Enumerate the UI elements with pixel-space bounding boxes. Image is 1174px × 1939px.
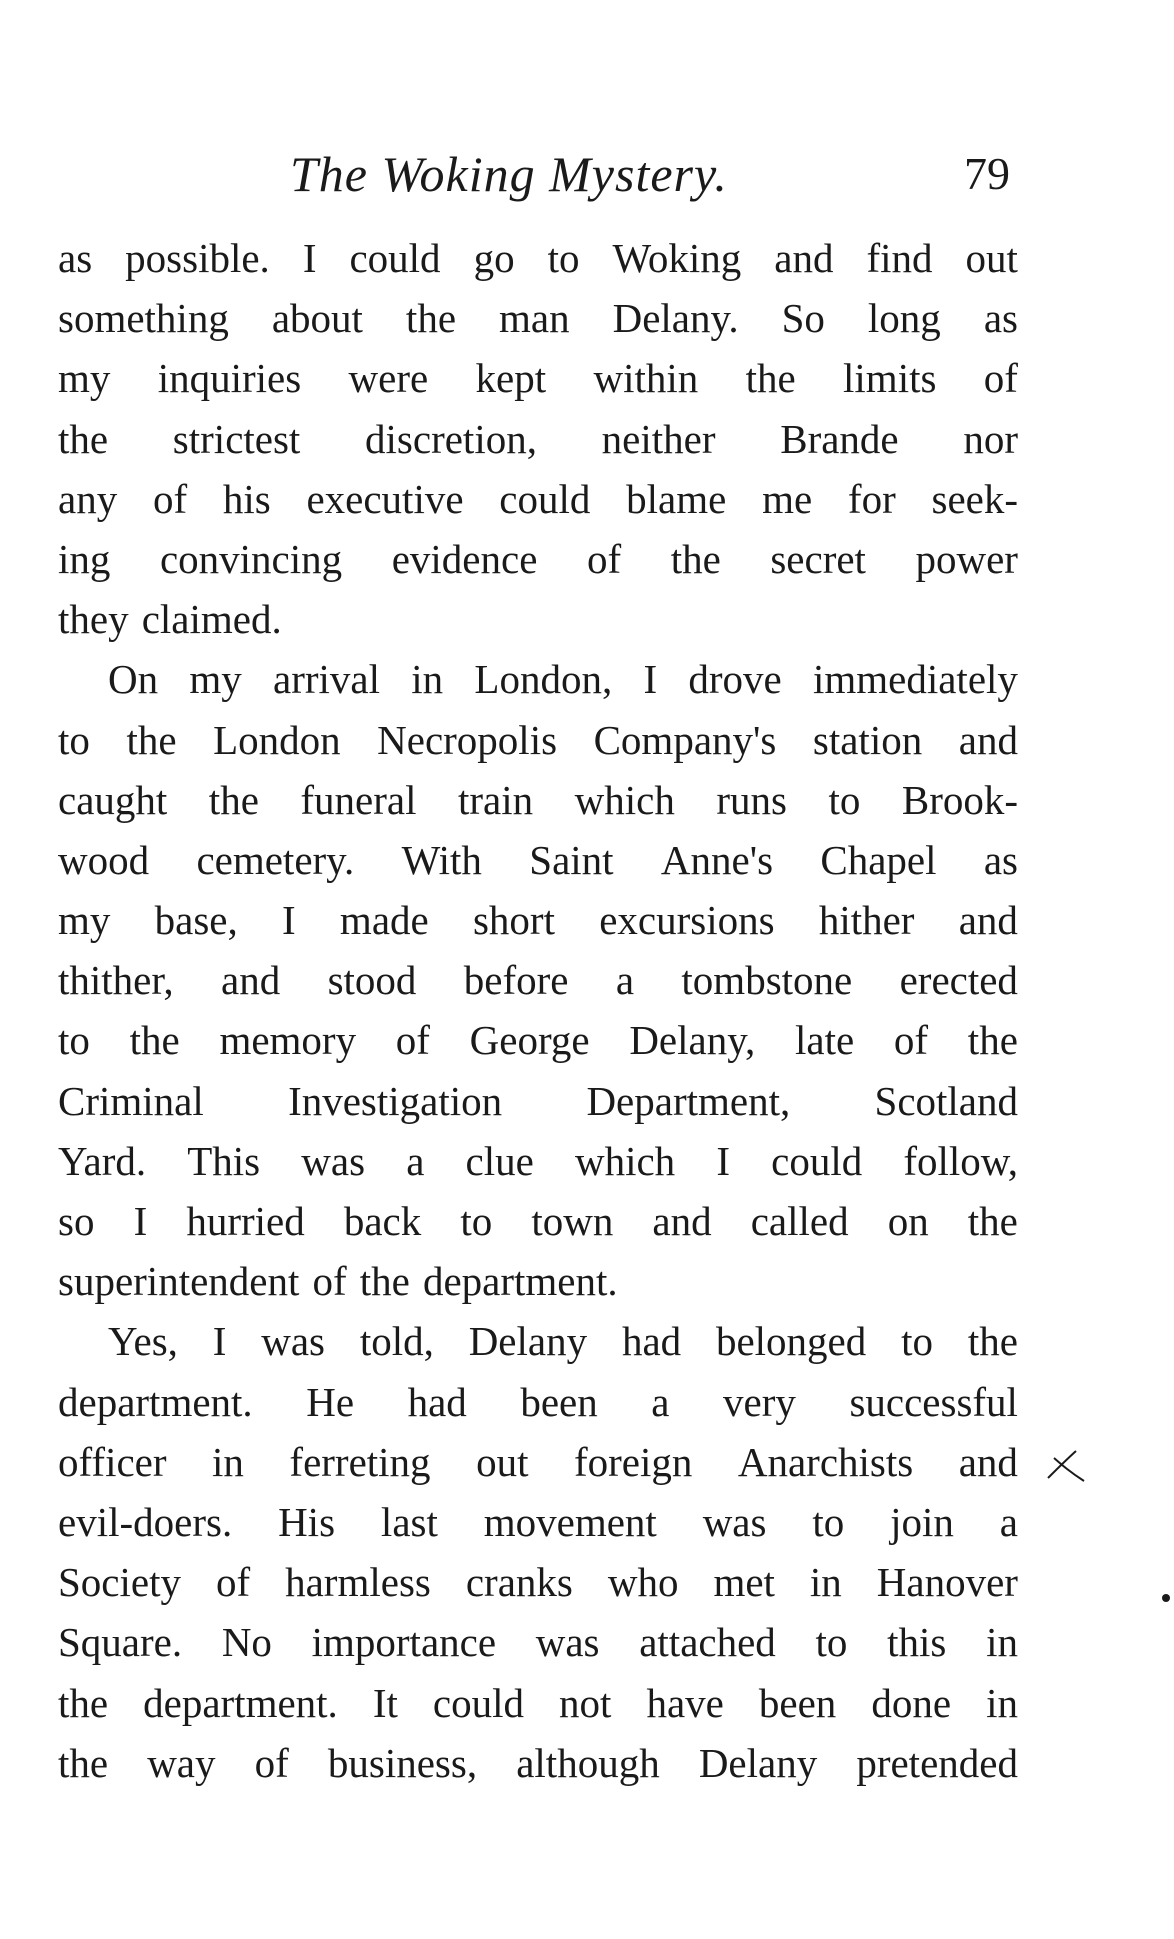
text-line: wood cemetery. With Saint Anne's Chapel as: [58, 836, 1018, 883]
text-line: thither, and stood before a tombstone erected: [58, 957, 1018, 1004]
body-text: [58, 228, 1018, 1793]
text-line: Criminal Investigation Department, Scotland: [58, 1077, 1018, 1124]
text-line: they claimed.: [58, 596, 282, 643]
margin-ink-dot: [1162, 1594, 1170, 1602]
text-line: Yes, I was told, Delany had belonged to the: [108, 1318, 1018, 1365]
text-line: caught the funeral train which runs to Brook-: [58, 776, 1018, 823]
paragraph: [58, 649, 1018, 1311]
page-number: 79: [964, 148, 1010, 199]
text-line: Yard. This was a clue which I could follow,: [58, 1137, 1018, 1184]
text-line: Society of harmless cranks who met in Hanover: [58, 1559, 1018, 1606]
running-title: The Woking Mystery.: [290, 146, 728, 202]
text-line: any of his executive could blame me for seek-: [58, 475, 1018, 522]
text-line: to the London Necropolis Company's station and: [58, 716, 1018, 763]
text-line: the department. It could not have been done in: [58, 1679, 1018, 1726]
paragraph: [58, 228, 1018, 649]
text-line: the way of business, although Delany pretended: [58, 1739, 1018, 1786]
page-header: [290, 145, 1010, 205]
text-line: something about the man Delany. So long as: [58, 295, 1018, 342]
text-line: to the memory of George Delany, late of the: [58, 1017, 1018, 1064]
text-line: evil-doers. His last movement was to join a: [58, 1498, 1018, 1545]
text-line: so I hurried back to town and called on the: [58, 1198, 1018, 1244]
handwritten-x-mark-icon: [1046, 1448, 1086, 1488]
paragraph: [58, 1311, 1018, 1793]
text-line: superintendent of the department.: [58, 1258, 618, 1305]
text-line: department. He had been a very successful: [58, 1378, 1018, 1425]
text-line: officer in ferreting out foreign Anarchists and: [58, 1438, 1018, 1485]
text-line: the strictest discretion, neither Brande nor: [58, 415, 1018, 462]
text-line: my base, I made short excursions hither and: [58, 897, 1018, 944]
text-line: On my arrival in London, I drove immediately: [108, 656, 1018, 703]
text-line: Square. No importance was attached to this in: [58, 1619, 1018, 1666]
text-line: my inquiries were kept within the limits of: [58, 355, 1018, 402]
text-line: as possible. I could go to Woking and find out: [58, 235, 1018, 281]
text-line: ing convincing evidence of the secret power: [58, 535, 1018, 582]
